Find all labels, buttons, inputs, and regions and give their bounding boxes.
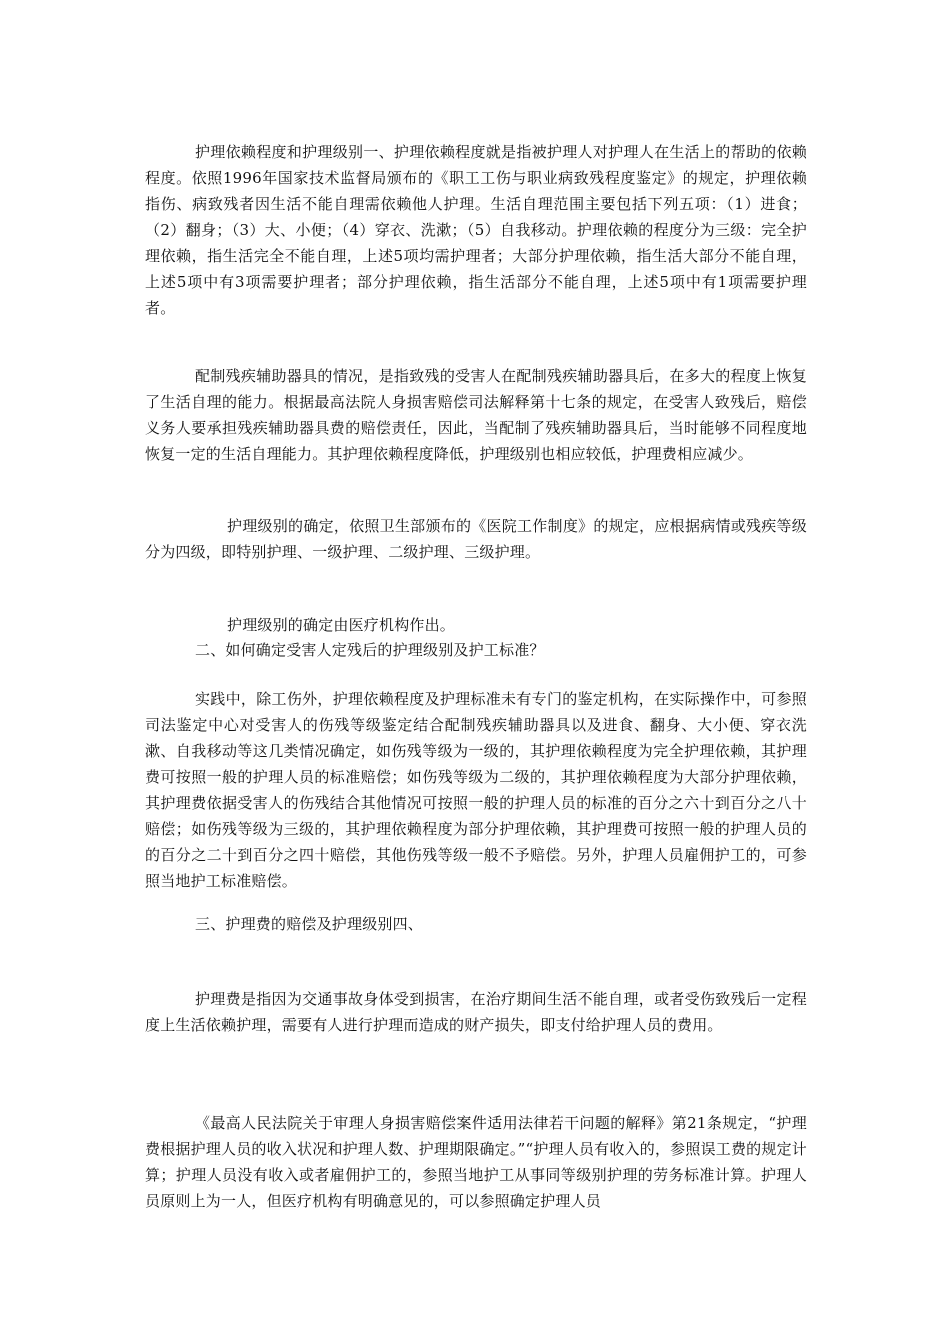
paragraph-nursing-dependency: 护理依赖程度和护理级别一、护理依赖程度就是指被护理人对护理人在生活上的帮助的依赖程度。依照1996年国家技术监督局颁布的《职工工伤与职业病致残程度鉴定》的规定，护理依赖指伤、病致残者因生活不能自理需依赖他人护理。生活自理范围主要包括下列五项：（1）进食；（2）翻身；（3）大、小便；（4）穿衣、洗漱；（5）自我移动。护理依赖的程度分为三级：完全护理依赖，指生活完全不能自理，上述5项均需护理者；大部分护理依赖，指生活大部分不能自理，上述5项中有3项需要护理者；部分护理依赖，指生活部分不能自理，上述5项中有1项需要护理者。	[145, 143, 807, 317]
paragraph-nursing-fee-definition: 护理费是指因为交通事故身体受到损害，在治疗期间生活不能自理，或者受伤致残后一定程度上生活依赖护理，需要有人进行护理而造成的财产损失，即支付给护理人员的费用。	[145, 990, 807, 1034]
paragraph-nursing-levels: 护理级别的确定，依照卫生部颁布的《医院工作制度》的规定，应根据病情或残疾等级分为四级，即特别护理、一级护理、二级护理、三级护理。	[145, 517, 807, 561]
paragraph-judicial-interpretation: 《最高人民法院关于审理人身损害赔偿案件适用法律若干问题的解释》第21条规定，“护理费根据护理人员的收入状况和护理人数、护理期限确定。”“护理人员有收入的，参照误工费的规定计算；护理人员没有收入或者雇佣护工的，参照当地护工从事同等级别护理的劳务标准计算。护理人员原则上为一人，但医疗机构有明确意见的，可以参照确定护理人员	[145, 1114, 807, 1210]
section-heading-two: 二、如何确定受害人定残后的护理级别及护工标准？	[195, 641, 545, 659]
section-heading-three: 三、护理费的赔偿及护理级别四、	[195, 915, 424, 933]
paragraph-medical-institution: 护理级别的确定由医疗机构作出。	[227, 616, 456, 634]
paragraph-practice: 实践中，除工伤外，护理依赖程度及护理标准未有专门的鉴定机构，在实际操作中，可参照司法鉴定中心对受害人的伤残等级鉴定结合配制残疾辅助器具以及进食、翻身、大小便、穿衣洗漱、自我移动等这几类情况确定，如伤残等级为一级的，其护理依赖程度为完全护理依赖，其护理费可按照一般的护理人员的标准赔偿；如伤残等级为二级的，其护理依赖程度为大部分护理依赖，其护理费依据受害人的伤残结合其他情况可按照一般的护理人员的标准的百分之六十到百分之八十赔偿；如伤残等级为三级的，其护理依赖程度为部分护理依赖，其护理费可按照一般的护理人员的的百分之二十到百分之四十赔偿，其他伤残等级一般不予赔偿。另外，护理人员雇佣护工的，可参照当地护工标准赔偿。	[145, 690, 807, 890]
paragraph-assistive-devices: 配制残疾辅助器具的情况，是指致残的受害人在配制残疾辅助器具后，在多大的程度上恢复了生活自理的能力。根据最高法院人身损害赔偿司法解释第十七条的规定，在受害人致残后，赔偿义务人要承担残疾辅助器具费的赔偿责任，因此，当配制了残疾辅助器具后，当时能够不同程度地恢复一定的生活自理能力。其护理依赖程度降低，护理级别也相应较低，护理费相应减少。	[145, 367, 807, 463]
